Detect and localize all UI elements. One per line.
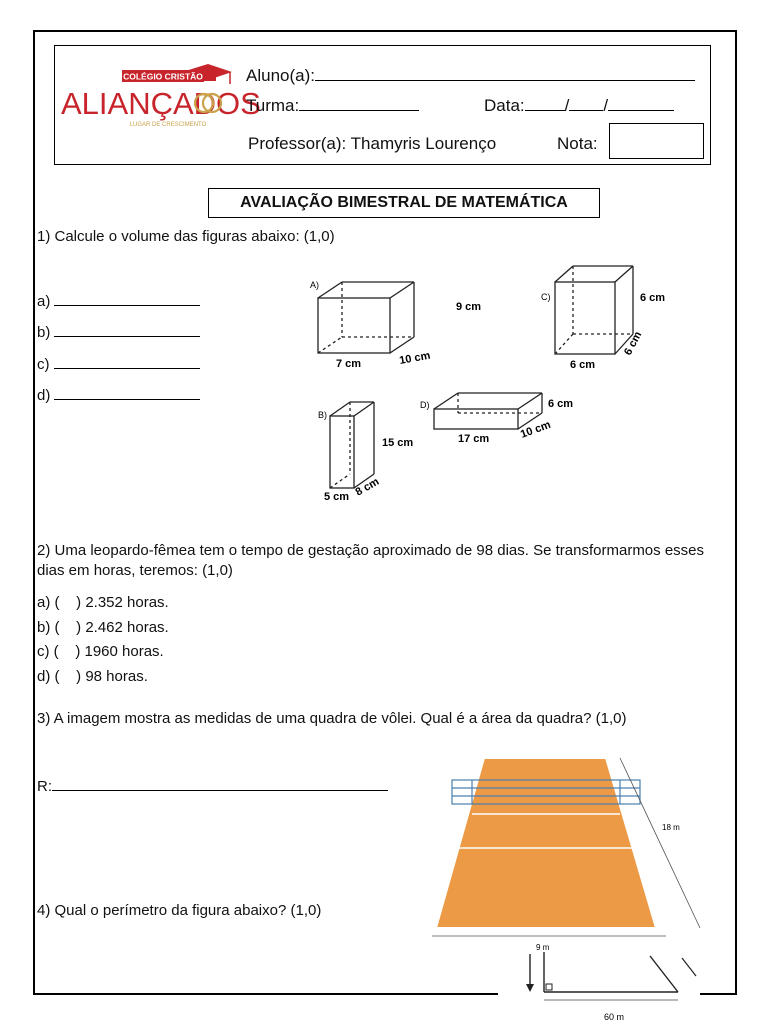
- aluno-field[interactable]: [246, 64, 695, 86]
- q2-option-b[interactable]: b) ( ) 2.462 horas.: [37, 619, 169, 636]
- q1-figures: [300, 256, 670, 506]
- court-surface: [436, 758, 656, 928]
- data-slash-2: /: [603, 96, 609, 115]
- figure-c-depth: 6 cm: [622, 329, 645, 358]
- figure-b-tag: B): [318, 410, 327, 420]
- figure-a-depth: 10 cm: [398, 349, 432, 367]
- data-label: Data:: [484, 96, 525, 115]
- q1-answer-c-label: c): [37, 356, 50, 373]
- data-field[interactable]: [484, 94, 674, 116]
- figure-b-prism: [330, 402, 374, 488]
- q1-answer-a[interactable]: [37, 291, 200, 310]
- q2-prompt-line2: dias em horas, teremos: (1,0): [37, 562, 233, 579]
- professor-text: Professor(a): Thamyris Lourenço: [248, 134, 497, 153]
- data-slash-1: /: [564, 96, 570, 115]
- figure-d-tag: D): [420, 400, 430, 410]
- school-logo: [60, 62, 261, 142]
- nota-box[interactable]: [609, 123, 704, 159]
- q1-answer-a-label: a): [37, 293, 51, 310]
- figure-b-width: 5 cm: [324, 491, 350, 503]
- q1-answer-d[interactable]: [37, 385, 200, 404]
- q1-answer-c-line[interactable]: [54, 354, 200, 369]
- q2-prompt-line1: 2) Uma leopardo-fêmea tem o tempo de gestação aproximado de 98 dias. Se transformarmos esses: [37, 542, 705, 559]
- figure-d-width: 17 cm: [458, 433, 490, 445]
- q2-option-d[interactable]: d) ( ) 98 horas.: [37, 668, 148, 685]
- q3-answer-line[interactable]: [52, 776, 388, 791]
- volleyball-court: [420, 752, 720, 952]
- q1-answer-b[interactable]: [37, 322, 200, 341]
- q4-prompt: 4) Qual o perímetro da figura abaixo? (1,0): [37, 902, 322, 919]
- logo-top-text: COLÉGIO CRISTÃO: [123, 71, 203, 82]
- figure-d-depth: 10 cm: [518, 418, 553, 441]
- court-width-label: 9 m: [536, 943, 550, 952]
- aluno-line[interactable]: [315, 64, 695, 81]
- q4-figure: [500, 950, 710, 1024]
- q1-answer-d-line[interactable]: [54, 385, 200, 400]
- nota-label: Nota:: [557, 134, 598, 153]
- q1-answer-a-line[interactable]: [54, 291, 200, 306]
- data-month-line[interactable]: [569, 94, 603, 111]
- turma-field[interactable]: [246, 94, 419, 116]
- page-border-bottom: [33, 993, 498, 995]
- q2-option-c[interactable]: c) ( ) 1960 horas.: [37, 643, 164, 660]
- q2-option-a[interactable]: a) ( ) 2.352 horas.: [37, 594, 169, 611]
- aluno-label: Aluno(a):: [246, 66, 315, 85]
- figure-a-tag: A): [310, 280, 319, 290]
- figure-d-height: 6 cm: [548, 398, 574, 410]
- q1-answer-b-label: b): [37, 324, 51, 341]
- figure-b-height: 15 cm: [382, 437, 414, 449]
- q1-answer-b-line[interactable]: [54, 322, 200, 337]
- q3-prompt: 3) A imagem mostra as medidas de uma quadra de vôlei. Qual é a área da quadra? (1,0): [37, 710, 627, 727]
- logo-sub-text: LUGAR DE CRESCIMENTO: [129, 122, 207, 128]
- q1-answer-c[interactable]: [37, 354, 200, 373]
- turma-line[interactable]: [299, 94, 419, 111]
- figure-c-height: 6 cm: [640, 292, 666, 304]
- figure-d-prism: [434, 393, 542, 429]
- figure-c-tag: C): [541, 292, 551, 302]
- turma-label: Turma:: [246, 96, 300, 115]
- figure-a-prism: [318, 282, 414, 353]
- data-year-line[interactable]: [608, 94, 674, 111]
- q1-answer-d-label: d): [37, 387, 51, 404]
- figure-a-height: 9 cm: [456, 301, 482, 313]
- q1-prompt: 1) Calcule o volume das figuras abaixo: (1,0): [37, 228, 335, 245]
- exam-title: AVALIAÇÃO BIMESTRAL DE MATEMÁTICA: [208, 188, 600, 218]
- figure-c-cube: [555, 266, 633, 354]
- figure-b-depth: 8 cm: [353, 475, 382, 499]
- q3-answer[interactable]: [37, 776, 388, 795]
- q4-dimension-label: 60 m: [604, 1012, 625, 1022]
- court-length-label: 18 m: [662, 823, 680, 832]
- figure-a-width: 7 cm: [336, 358, 362, 370]
- data-day-line[interactable]: [525, 94, 565, 111]
- q3-answer-label: R:: [37, 778, 52, 795]
- figure-c-width: 6 cm: [570, 359, 596, 371]
- logo-main-text: ALIANÇADOS: [61, 86, 261, 121]
